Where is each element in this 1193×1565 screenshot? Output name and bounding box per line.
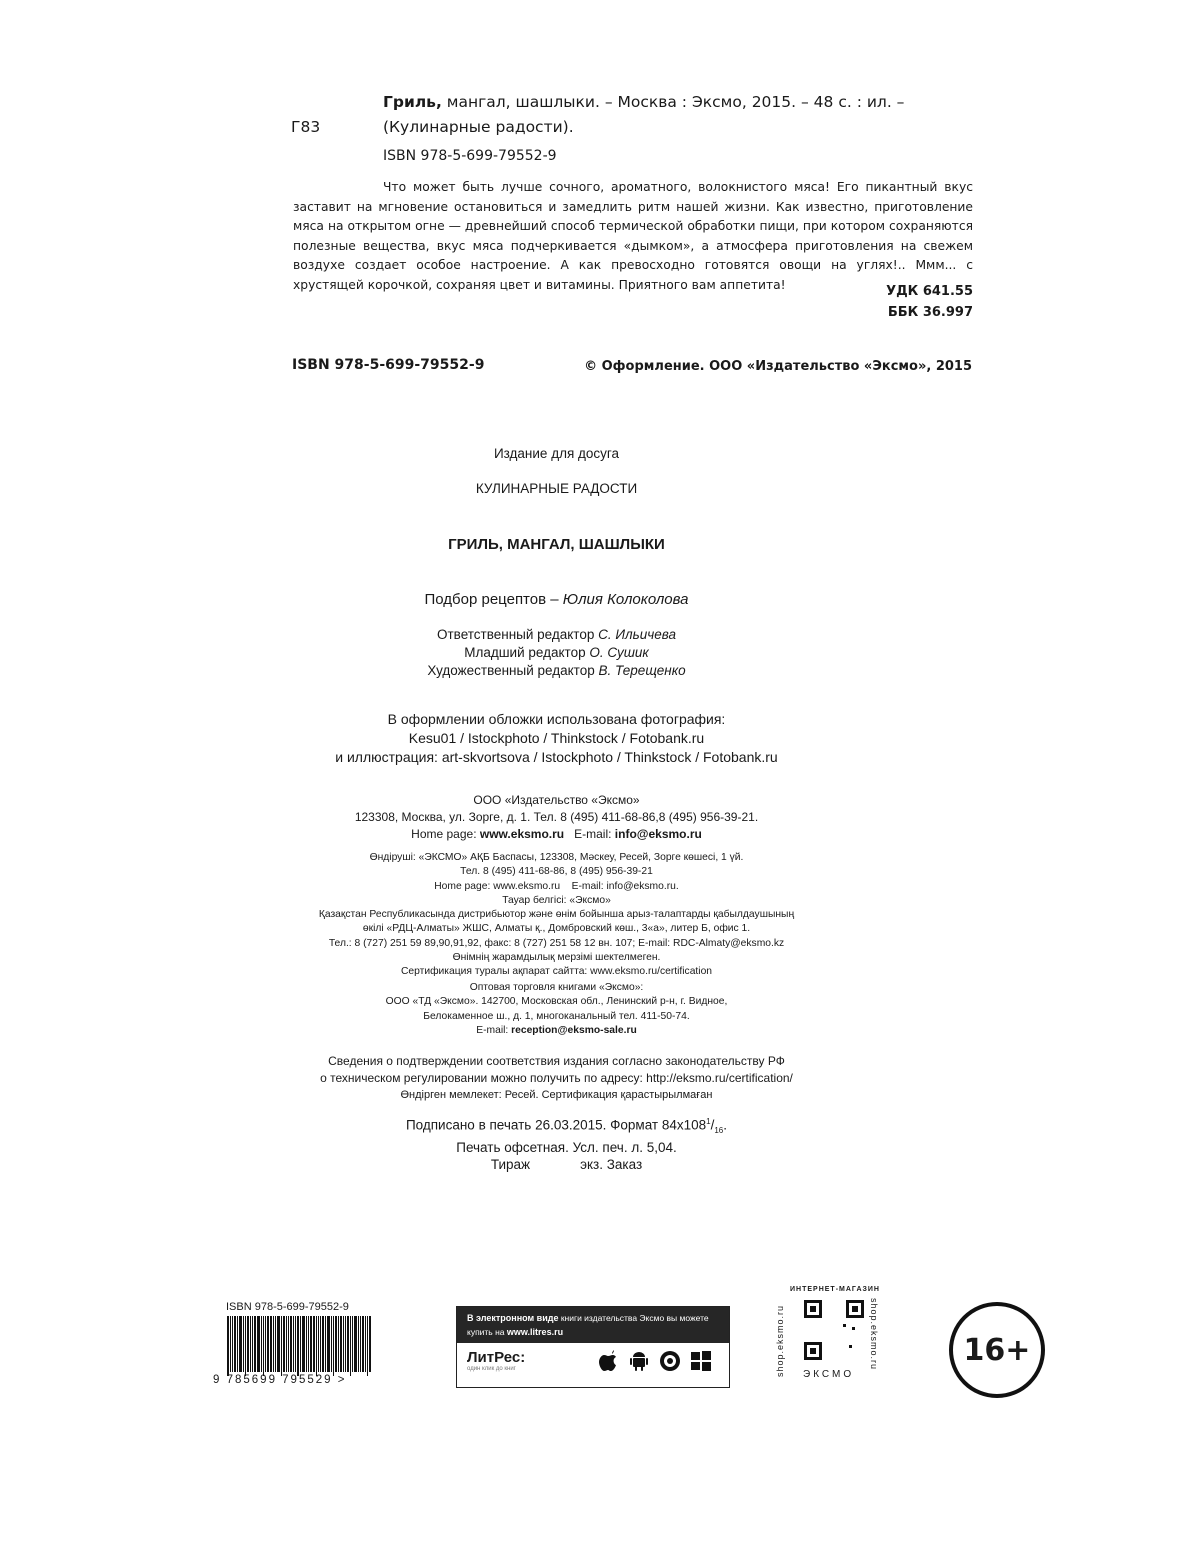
barcode-bars bbox=[213, 1316, 393, 1376]
shop-brand: ЭКСМО bbox=[803, 1369, 855, 1380]
barcode-bar bbox=[350, 1316, 351, 1376]
bbk-code: ББК 36.997 bbox=[887, 305, 973, 320]
opt-email-label: E-mail: bbox=[476, 1024, 512, 1036]
email-label: E-mail: bbox=[564, 827, 615, 841]
editor-role: Ответственный редактор bbox=[436, 627, 599, 642]
apple-icon bbox=[597, 1350, 619, 1372]
editor-line bbox=[0, 626, 1113, 644]
barcode-bar bbox=[343, 1316, 344, 1372]
photo-line: Kesu01 / Istockphoto / Thinkstock / Fotobank.ru bbox=[408, 730, 705, 746]
recipes-author: Юлия Колоколова bbox=[562, 591, 689, 608]
barcode-bar bbox=[286, 1316, 287, 1372]
cert-line: о техническом регулировании можно получить по адресу: http://eksmo.ru/certification/ bbox=[320, 1070, 793, 1085]
opt-line: ООО «ТД «Эксмо». 142700, Московская обл., Ленинский р-н, г. Видное, bbox=[385, 996, 728, 1008]
barcode-bar bbox=[308, 1316, 309, 1372]
photo-credits bbox=[0, 710, 1193, 767]
barcode-bar bbox=[306, 1316, 307, 1372]
recipes-credit bbox=[0, 591, 1193, 608]
litres-line2: купить на bbox=[467, 1327, 507, 1337]
wholesale-info bbox=[0, 981, 1193, 1038]
barcode-bar bbox=[310, 1316, 312, 1372]
barcode-bar bbox=[277, 1316, 280, 1372]
editor-line bbox=[0, 662, 1113, 680]
barcode-bar bbox=[338, 1316, 339, 1372]
qr-module bbox=[810, 1306, 816, 1312]
barcode-bar bbox=[340, 1316, 342, 1372]
udk-code: УДК 641.55 bbox=[886, 284, 973, 299]
barcode-bar bbox=[263, 1316, 264, 1376]
litres-logo-text: ЛитРес: bbox=[467, 1349, 526, 1366]
barcode-bar bbox=[325, 1316, 326, 1372]
editor-role: Художественный редактор bbox=[427, 663, 599, 678]
android-icon bbox=[628, 1350, 650, 1372]
editor-role: Младший редактор bbox=[464, 645, 590, 660]
series-name: КУЛИНАРНЫЕ РАДОСТИ bbox=[475, 481, 638, 496]
barcode-bar bbox=[331, 1316, 332, 1372]
kazakh-info bbox=[0, 851, 1193, 980]
format-numerator: 1 bbox=[706, 1117, 711, 1126]
opt-line: Оптовая торговля книгами «Эксмо»: bbox=[469, 982, 644, 993]
litres-line1: книги издательства Эксмо вы можете bbox=[558, 1313, 709, 1323]
barcode-bar bbox=[352, 1316, 353, 1372]
litres-bottom bbox=[457, 1343, 729, 1378]
editor-name: С. Ильичева bbox=[598, 627, 676, 642]
editor-line bbox=[0, 644, 1113, 662]
barcode-bar bbox=[290, 1316, 292, 1372]
barcode-bar bbox=[360, 1316, 361, 1372]
barcode-bar bbox=[300, 1316, 301, 1372]
barcode-bar bbox=[302, 1316, 305, 1372]
print-info bbox=[0, 1113, 1193, 1173]
barcode-bar bbox=[320, 1316, 321, 1372]
kz-line: Өнімнің жарамдылық мерзімі шектелмеген. bbox=[452, 952, 661, 964]
barcode-bar bbox=[362, 1316, 364, 1372]
home-link[interactable]: www.eksmo.ru bbox=[479, 827, 565, 841]
home-label: Home page: bbox=[411, 827, 480, 841]
barcode-bar bbox=[316, 1316, 317, 1376]
kz-line: Home page: www.eksmo.ru E-mail: info@eksmo.ru. bbox=[434, 880, 679, 892]
barcode-bar bbox=[354, 1316, 357, 1372]
print-signed-text: Подписано в печать 26.03.2015. Формат 84x108 bbox=[405, 1117, 707, 1133]
barcode-digits: 9 785699 795529 > bbox=[213, 1374, 347, 1386]
barcode-bar bbox=[232, 1316, 233, 1372]
barcode-bar bbox=[257, 1316, 260, 1372]
barcode-bar bbox=[227, 1316, 229, 1376]
barcode-bar bbox=[252, 1316, 253, 1372]
litres-banner[interactable] bbox=[456, 1306, 730, 1388]
annotation bbox=[293, 178, 973, 295]
barcode-bar bbox=[239, 1316, 242, 1372]
opt-email-link[interactable]: reception@eksmo-sale.ru bbox=[511, 1024, 637, 1036]
barcode-bar bbox=[267, 1316, 269, 1372]
publisher-info bbox=[0, 792, 1193, 843]
print-dot: . bbox=[723, 1117, 728, 1133]
barcode-bar bbox=[261, 1316, 262, 1372]
qr-module bbox=[852, 1306, 858, 1312]
barcode-bar bbox=[265, 1316, 266, 1372]
barcode-bar bbox=[245, 1316, 246, 1376]
barcode-bar bbox=[243, 1316, 244, 1372]
print-offset: Печать офсетная. Усл. печ. л. 5,04. bbox=[456, 1140, 677, 1156]
annotation-text: Что может быть лучше сочного, ароматного, волокнистого мяса! Его пикантный вкус заставит на мгновение остановиться и замедлить ритм нашей жизни. Как известно, приготовление мяса на открытом огне — древнейший способ термической обработки пищи, при котором сохраняются полезные вещества, вкус мяса подчеркивается «дымком», а атмосфера приготовления на свежем воздухе создает особое настроение. А как превосходно готовятся овощи на углях!.. Ммм... с хрустящей корочкой, сохраняя цвет и витамины. Приятного вам аппетита! bbox=[293, 180, 973, 292]
barcode-bar bbox=[254, 1316, 256, 1372]
print-signed: Подписано в печать 26.03.2015. Формат $84x108^1/_{16}$. bbox=[405, 1117, 728, 1136]
kz-line: Тел.: 8 (727) 251 59 89,90,91,92, факс: 8 (727) 251 58 12 вн. 107; E-mail: RDC-Almaty@eksmo.kz bbox=[328, 937, 785, 949]
litres-text bbox=[457, 1307, 729, 1343]
opt-line: Белокаменное ш., д. 1, многоканальный тел. 411-50-74. bbox=[423, 1010, 690, 1022]
barcode-bar bbox=[270, 1316, 272, 1372]
kz-certification: Өндірген мемлекет: Ресей. Сертификация қарастырылмаған bbox=[400, 1089, 713, 1101]
author-code: Г83 bbox=[291, 118, 321, 136]
barcode-bar bbox=[327, 1316, 330, 1372]
barcode-bar bbox=[295, 1316, 296, 1372]
kz-line: өкілі «РДЦ-Алматы» ЖШС, Алматы қ., Домбровский көш., 3«а», литер Б, офис 1. bbox=[362, 923, 751, 935]
barcode-isbn: ISBN 978-5-699-79552-9 bbox=[226, 1301, 349, 1313]
publisher-address: 123308, Москва, ул. Зорге, д. 1. Тел. 8 (495) 411-68-86,8 (495) 956-39-21. bbox=[354, 810, 759, 824]
barcode-bar bbox=[234, 1316, 236, 1372]
qr-module bbox=[810, 1348, 816, 1354]
shop-side-right: shop.eksmo.ru bbox=[869, 1298, 879, 1371]
barcode-bar bbox=[335, 1316, 337, 1372]
edition-type: Издание для досуга bbox=[493, 446, 620, 461]
barcode-bar bbox=[288, 1316, 289, 1372]
barcode-bar bbox=[275, 1316, 276, 1372]
bibliographic-record bbox=[291, 90, 973, 140]
book-title-bold: Гриль, bbox=[383, 93, 442, 111]
barcode-bar bbox=[247, 1316, 249, 1372]
copyright: © Оформление. ООО «Издательство «Эксмо», 2015 bbox=[584, 359, 972, 374]
print-tirage bbox=[0, 1156, 1133, 1173]
os-icons bbox=[597, 1350, 712, 1372]
shop-side-left: shop.eksmo.ru bbox=[775, 1305, 785, 1378]
barcode-bar bbox=[250, 1316, 251, 1372]
barcode-bar bbox=[237, 1316, 238, 1372]
classification bbox=[886, 281, 973, 323]
blackberry-icon bbox=[659, 1350, 681, 1372]
litres-logo bbox=[467, 1349, 597, 1372]
certification-info bbox=[0, 1053, 1193, 1086]
qr-code[interactable] bbox=[804, 1300, 864, 1360]
zakaz-label: экз. Заказ bbox=[580, 1157, 643, 1173]
barcode-bar bbox=[293, 1316, 294, 1372]
recipes-label: Подбор рецептов – bbox=[424, 591, 563, 608]
format-denominator: 16 bbox=[714, 1126, 724, 1136]
cert-line: Сведения о подтверждении соответствия издания согласно законодательству РФ bbox=[328, 1054, 785, 1068]
barcode-bar bbox=[297, 1316, 299, 1376]
qr-module bbox=[852, 1327, 855, 1330]
tirage-label: Тираж bbox=[490, 1157, 531, 1173]
qr-module bbox=[843, 1324, 846, 1327]
isbn-small: ISBN 978-5-699-79552-9 bbox=[383, 148, 557, 164]
barcode-bar bbox=[281, 1316, 282, 1376]
age-rating-badge bbox=[949, 1302, 1045, 1398]
bibliographic-text: мангал, шашлыки. – Москва : Эксмо, 2015. – 48 с. : ил. – (Кулинарные радости). bbox=[383, 93, 905, 136]
kz-line: Тел. 8 (495) 411-68-86, 8 (495) 956-39-21 bbox=[460, 866, 653, 878]
barcode-bar bbox=[365, 1316, 366, 1372]
barcode-bar bbox=[322, 1316, 324, 1372]
litres-bold: В электронном виде bbox=[467, 1313, 559, 1323]
windows-icon bbox=[690, 1350, 712, 1372]
barcode-block bbox=[213, 1301, 393, 1386]
barcode-bar bbox=[333, 1316, 334, 1376]
barcode-bar bbox=[345, 1316, 346, 1372]
litres-slogan: один клик до книг bbox=[467, 1366, 516, 1372]
kz-line: Қазақстан Республикасында дистрибьютор және өнім бойынша арыз-талаптарды қабылдаушының bbox=[318, 909, 795, 921]
kz-line: Өндіруші: «ЭКСМО» АҚБ Баспасы, 123308, Мәскеу, Ресей, Зорге көшесі, 1 үй. bbox=[369, 852, 744, 863]
opt-email-line bbox=[0, 1024, 1113, 1038]
kz-line: Сертификация туралы ақпарат сайтта: www.eksmo.ru/certification bbox=[400, 966, 713, 978]
barcode-bar bbox=[273, 1316, 274, 1372]
barcode-bar bbox=[313, 1316, 315, 1372]
barcode-bar bbox=[230, 1316, 231, 1372]
publisher-contacts bbox=[0, 826, 1113, 843]
editor-name: В. Терещенко bbox=[598, 663, 686, 678]
publisher-name: ООО «Издательство «Эксмо» bbox=[473, 793, 640, 807]
shop-title: ИНТЕРНЕТ-МАГАЗИН bbox=[790, 1286, 880, 1293]
barcode-bar bbox=[358, 1316, 359, 1372]
book-title: ГРИЛЬ, МАНГАЛ, ШАШЛЫКИ bbox=[448, 536, 665, 553]
age-rating: 16+ bbox=[963, 1332, 1031, 1368]
barcode-bar bbox=[283, 1316, 285, 1372]
barcode-bar bbox=[347, 1316, 349, 1372]
isbn-main: ISBN 978-5-699-79552-9 bbox=[292, 357, 485, 373]
litres-link[interactable]: www.litres.ru bbox=[506, 1327, 564, 1337]
photo-line: В оформлении обложки использована фотография: bbox=[387, 711, 726, 727]
barcode-bar bbox=[369, 1316, 371, 1372]
qr-module bbox=[849, 1345, 852, 1348]
barcode-bar bbox=[318, 1316, 319, 1372]
barcode-bar bbox=[367, 1316, 368, 1376]
photo-line: и иллюстрация: art-skvortsova / Istockphoto / Thinkstock / Fotobank.ru bbox=[335, 749, 778, 765]
email-link[interactable]: info@eksmo.ru bbox=[614, 827, 702, 841]
editors bbox=[0, 626, 1193, 680]
kz-line: Тауар белгісі: «Эксмо» bbox=[502, 894, 611, 906]
editor-name: О. Сушик bbox=[589, 645, 649, 660]
